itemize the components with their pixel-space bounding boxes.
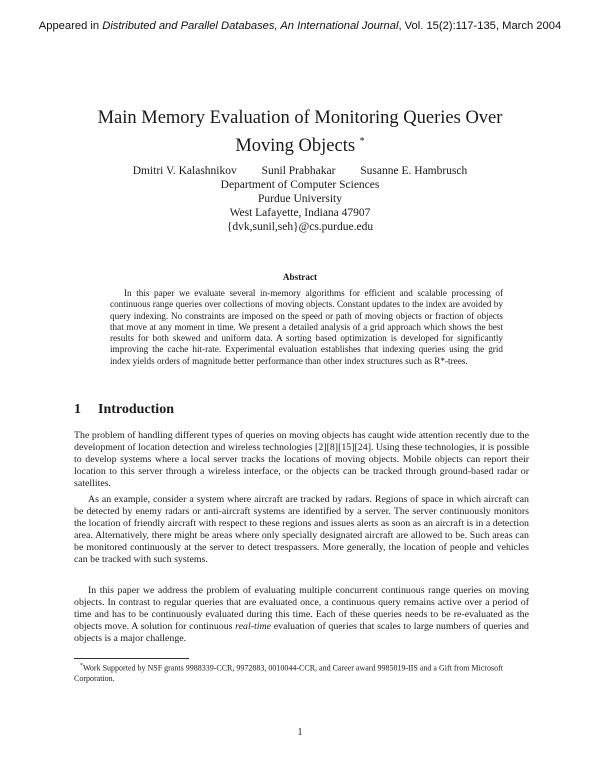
paragraph-3-text-start: In this paper we address the problem of evaluating multiple concurrent continuous range queries on moving objects. In contrast to regular queries that are evaluated once, a continuous query remains active over a period of time and has to be continuously evaluated during this time. Each of these queries needs to be re-evaluated as the objects move. A solution for continuous xyxy=(74,585,529,633)
intro-paragraph-1: The problem of handling different types of queries on moving objects has caught wide attention recently due to the development of location detection and wireless technologies [2][8][15][24]. Using these technologies, it is possible to develop systems where a local server tracks the locations of moving objects. Mobile objects can report their location to this server through a wireless interface, or the objects can be tracked through ground-based radar or satellites. xyxy=(74,430,529,490)
paper-title-line2: Moving Objects xyxy=(235,136,356,156)
footnote-marker: * xyxy=(80,663,83,669)
author-name: Sunil Prabhakar xyxy=(261,165,336,177)
abstract-text: In this paper we evaluate several in-memory algorithms for efficient and scalable processing of continuous range queries over collections of moving objects. Constant updates to the index are avoided by query indexing. No constraints are imposed on the speed or path of moving objects or fraction of objects that move at any moment in time. We present a detailed analysis of a grid approach which shows the best results for both skewed and uniform data. A sorting based optimization is developed for significantly improving the cache hit-rate. Experimental evaluation establishes that indexing queries using the grid index yields orders of magnitude better performance than other index structures such as R*-trees. xyxy=(110,288,503,366)
footnote-divider xyxy=(74,658,189,659)
journal-name: Distributed and Parallel Databases, An International Journal xyxy=(102,20,399,32)
footnote-text: Work Supported by NSF grants 9988339-CCR, 9972883, 0010044-CCR, and Career award 9985019-IIS and a Gift from Microsoft Corporation. xyxy=(74,663,503,684)
section-heading xyxy=(74,402,174,418)
intro-paragraph-2: As an example, consider a system where aircraft are tracked by radars. Regions of space in which aircraft can be detected by enemy radars or anti-aircraft systems are identified by a server. The server continuously monitors the location of friendly aircraft with respect to these regions and issues alerts as soon as an aircraft is in a detection area. Alternatively, there might be areas where only specially designated aircraft are allowed to be. Such areas can be monitored continuously at the server to detect trespassers. More generally, the location of people and vehicles can be tracked with such systems. xyxy=(74,494,529,566)
affiliation-city: West Lafayette, Indiana 47907 xyxy=(229,207,371,219)
abstract-heading: Abstract xyxy=(282,272,318,282)
section-number: 1 xyxy=(74,402,81,417)
author-names xyxy=(0,164,600,178)
footnote xyxy=(74,661,529,685)
author-name: Dmitri V. Kalashnikov xyxy=(132,165,237,177)
intro-paragraph-3 xyxy=(74,585,529,645)
title-footnote-marker: * xyxy=(359,136,365,147)
paper-title xyxy=(40,106,560,158)
publication-note-prefix: Appeared in xyxy=(38,20,103,32)
author-block xyxy=(0,164,600,234)
author-name: Susanne E. Hambrusch xyxy=(360,165,468,177)
publication-note xyxy=(0,20,600,32)
section-title: Introduction xyxy=(98,402,174,417)
publication-note-suffix: , Vol. 15(2):117-135, March 2004 xyxy=(398,20,562,32)
page-number: 1 xyxy=(297,727,303,738)
paper-title-line1: Main Memory Evaluation of Monitoring Queries Over xyxy=(97,108,503,128)
emphasized-term: real-time xyxy=(235,621,272,633)
affiliation-university: Purdue University xyxy=(257,193,342,205)
author-email: {dvk,sunil,seh}@cs.purdue.edu xyxy=(226,221,374,233)
affiliation-department: Department of Computer Sciences xyxy=(220,179,380,191)
paragraph-3-text-end: evaluation of queries that scales to large numbers of queries and objects is a major challenge. xyxy=(74,621,529,645)
